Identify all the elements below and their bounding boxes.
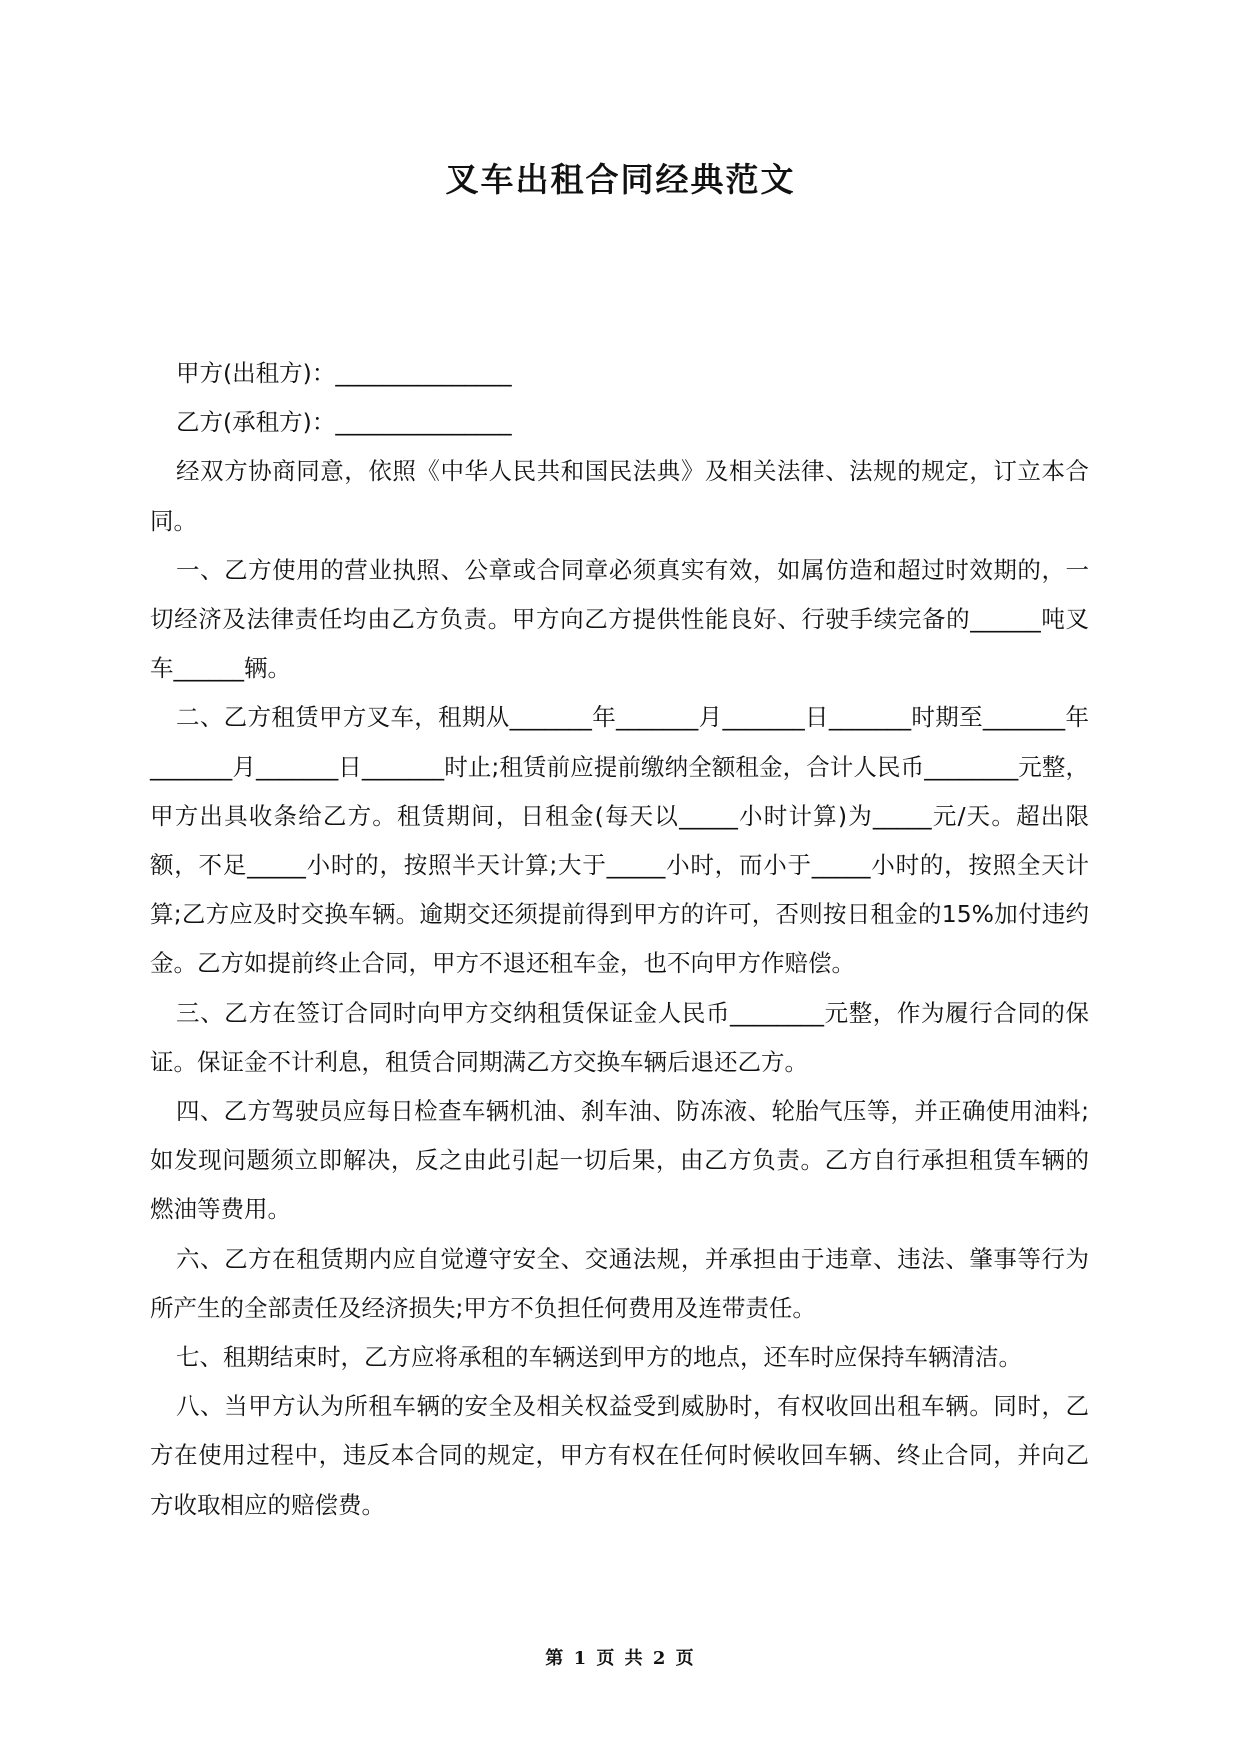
preamble-paragraph: 经双方协商同意，依照《中华人民共和国民法典》及相关法律、法规的规定，订立本合同。	[150, 457, 1089, 535]
clause-7: 七、租期结束时，乙方应将承租的车辆送到甲方的地点，还车时应保持车辆清洁。	[176, 1343, 1022, 1372]
contract-body	[150, 349, 1089, 1530]
party-b-line: 乙方(承租方)：_______________	[176, 408, 512, 437]
clause-2: 二、乙方租赁甲方叉车，租期从_______年_______月_______日_______时期至_______年_______月_______日_______时止;租赁前应提前缴纳全额租金，合计人民币________元整，甲方出具收条给乙方。租赁期间，日租金(每天以_____小时计算)为_____元/天。超出限额，不足_____小时的，按照半天计算;大于_____小时，而小于_____小时的，按照全天计算;乙方应及时交换车辆。逾期交还须提前得到甲方的许可，否则按日租金的15%加付违约金。乙方如提前终止合同，甲方不退还租车金，也不向甲方作赔偿。	[150, 703, 1089, 978]
party-a-line: 甲方(出租方)：_______________	[176, 359, 512, 387]
clause-8: 八、当甲方认为所租车辆的安全及相关权益受到威胁时，有权收回出租车辆。同时，乙方在使用过程中，违反本合同的规定，甲方有权在任何时候收回车辆、终止合同，并向乙方收取相应的赔偿费。	[150, 1392, 1089, 1519]
page-number-footer: 第 1 页 共 2 页	[545, 1648, 696, 1669]
clause-3: 三、乙方在签订合同时向甲方交纳租赁保证金人民币________元整，作为履行合同的保证。保证金不计利息，租赁合同期满乙方交换车辆后退还乙方。	[150, 998, 1089, 1076]
clause-1: 一、乙方使用的营业执照、公章或合同章必须真实有效，如属仿造和超过时效期的，一切经济及法律责任均由乙方负责。甲方向乙方提供性能良好、行驶手续完备的______吨叉车______辆。	[150, 555, 1089, 683]
clause-4: 四、乙方驾驶员应每日检查车辆机油、刹车油、防冻液、轮胎气压等，并正确使用油料;如发现问题须立即解决，反之由此引起一切后果，由乙方负责。乙方自行承担租赁车辆的燃油等费用。	[150, 1097, 1089, 1224]
document-title: 叉车出租合同经典范文	[445, 160, 796, 199]
clause-6: 六、乙方在租赁期内应自觉遵守安全、交通法规，并承担由于违章、违法、肇事等行为所产生的全部责任及经济损失;甲方不负担任何费用及连带责任。	[150, 1244, 1089, 1322]
